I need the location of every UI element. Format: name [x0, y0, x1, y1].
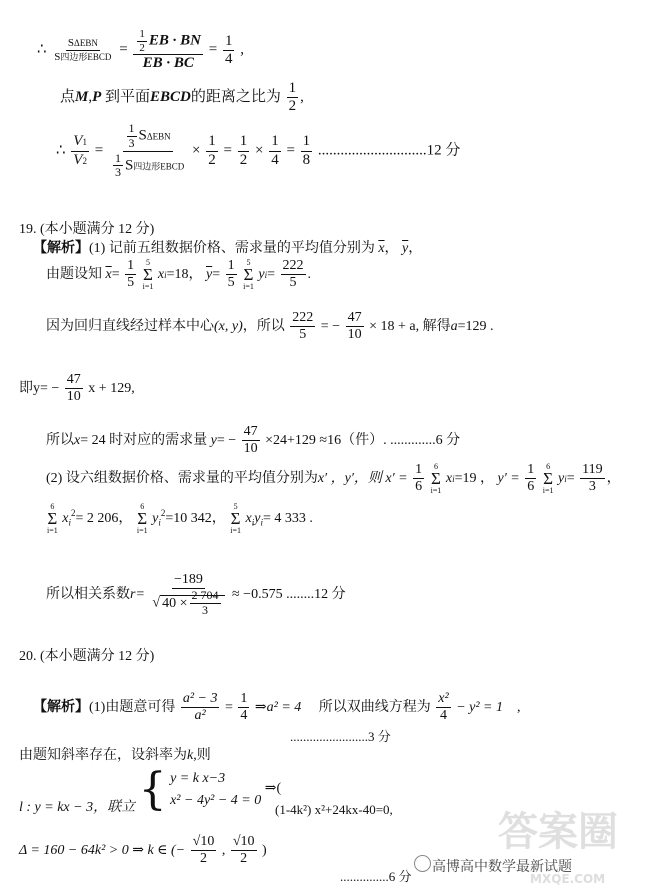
fraction-volume: $\frac{1}{3}$ SΔEBN $\frac{1}{3}$ S四边形EBCD — [114, 121, 185, 180]
q19-regression-center: 因为回归直线经过样本中心(x, y)，所以 $\frac{222}{5}$ = − $\frac{47}{10}$ × 18 + a, 解得a=129 . — [46, 310, 494, 343]
q19-prediction: 所以x= 24 时对应的需求量 y= − $\frac{47}{10}$ ×24+129 ≈16（件）. .............6 分 — [46, 424, 461, 457]
therefore-symbol: ∴ — [37, 41, 47, 58]
watermark-logo: 答案圈 — [498, 809, 618, 855]
q19-means: 由题设知 $\overline{x}=$ $\frac{1}{5}$ 5 Σ i=1 xi=18， $\overline{y}=$ $\frac{1}{5}$ 5 Σ i=1 yi= $\frac{222}{5}$ . — [46, 257, 311, 291]
q20-system: l : y = kx − 3，联立 { y = k x−3 x² − 4y² − 4 = 0 ⇒( — [19, 764, 282, 815]
q19-part1-intro: 【解析】(1) 记前五组数据价格、需求量的平均值分别为 $\overline{x}$， $\overline{y}$， — [33, 241, 423, 256]
line-volume-ratio: ∴ $\frac{V1}{V2}$ = $\frac{1}{3}$ SΔEBN $\frac{1}{3}$ S四边形EBCD × $\frac{1}{2}$ = $\frac{1}{2}$ × $\frac{1}{4}$ = $\frac{1}{8}$ .............................12 分 — [56, 121, 461, 180]
q19-regression-line: 即y= − $\frac{47}{10}$ x + 129, — [19, 372, 135, 405]
q20-score-3: ........................3 分 — [290, 729, 391, 744]
wechat-icon — [414, 855, 431, 872]
q19-title: 19. (本小题满分 12 分) — [19, 222, 155, 237]
fraction-eb-bn: $\frac{1}{2}$ EB · BN EB · BC — [133, 28, 203, 73]
q19-correlation: 所以相关系数r= −189 √ 40 × $\frac{2 704}{3}$ ≈ −0.575 ........12 分 — [46, 572, 346, 617]
q20-title: 20. (本小题满分 12 分) — [19, 649, 155, 664]
watermark-url: MXQE.COM — [530, 872, 606, 886]
score-marker: .............................12 分 — [317, 142, 461, 159]
fraction-area-ratio: $\frac{\text{SΔEBN}}{\text{S四边形EBCD}}$ — [54, 37, 112, 63]
q20-quadratic: (1-4k²) x²+24kx-40=0, — [275, 802, 393, 817]
q20-score-6: ...............6 分 — [340, 869, 412, 884]
q19-sums: 6 Σ i=1 $x_i^2= 2$ 206， 6 Σ i=1 $y_i^2=10$ 342， 5 Σ i=1 $x_iy_i= 4$ 333 . — [47, 502, 313, 535]
q20-part1: 【解析】(1)由题意可得 $\frac{\text{a² − 3}}{\text{a²}}$ = $\frac{1}{4}$ ⇒a² = 4 所以双曲线方程为 $\frac{\text{x²}}{4}$ − y² = 1 , — [33, 691, 521, 724]
watermark-caption: 高博高中数学最新试题 — [432, 859, 572, 875]
line-distance-ratio: 点M,P 到平面EBCD的距离之比为 $\frac{1}{2}$ , — [60, 80, 304, 115]
q20-discriminant: Δ = 160 − 64k² > 0 ⇒ k ∈ (− $\frac{√10}{2}$ , $\frac{√10}{2}$ ) — [19, 834, 267, 867]
line-ratio-area: ∴ $\frac{\text{SΔEBN}}{\text{S四边形EBCD}}$ = $\frac{1}{2}$ EB · BN EB · BC = $\frac{1}{4}$ , — [37, 28, 244, 72]
q19-part2-means: (2) 设六组数据价格、需求量的平均值分别为x′ ，y′，则 x′ = $\frac{1}{6}$ 6 Σ i=1 xi=19 ， y′ = $\frac{1}{6}$ 6 Σ i=1 yi= $\frac{119}{3}$ ， — [46, 461, 621, 495]
q20-slope-text: 由题知斜率存在，设斜率为k,则 — [19, 748, 211, 763]
